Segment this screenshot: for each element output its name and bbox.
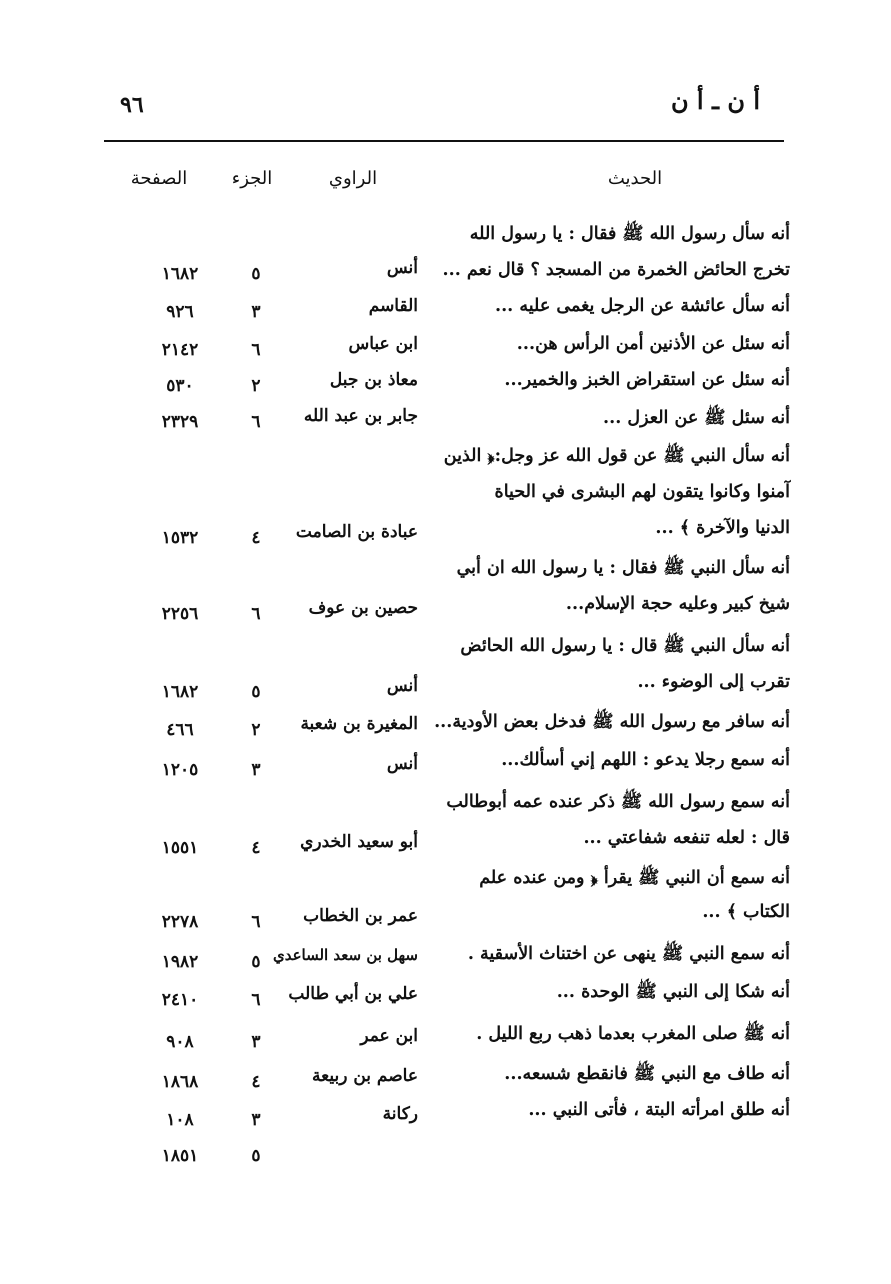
page-reference: ٢١٤٢ [161, 340, 199, 360]
hadith-line: أنه سئل ﷺ عن العزل ... [603, 408, 790, 428]
hadith-line: أنه سمع النبي ﷺ ينهى عن اختناث الأسقية . [467, 944, 790, 964]
rawi-name: علي بن أبي طالب [288, 984, 418, 1004]
page-reference: ٢٣٢٩ [161, 412, 199, 432]
page-reference: ١٢٠٥ [161, 760, 199, 780]
page-reference: ٩٢٦ [166, 302, 194, 322]
page-reference: ١٠٨ [166, 1110, 194, 1130]
page-reference: ١٥٥١ [161, 838, 199, 858]
rawi-name: أنس [386, 258, 418, 278]
rawi-name: عاصم بن ربيعة [312, 1066, 418, 1086]
page-reference: ٢٢٧٨ [161, 912, 199, 932]
hadith-line: أنه سئل عن الأذنين أمن الرأس هن... [516, 334, 790, 354]
hadith-line: أنه شكا إلى النبي ﷺ الوحدة ... [556, 982, 790, 1002]
hadith-line: أنه سمع رسول الله ﷺ ذكر عنده عمه أبوطالب [446, 792, 790, 812]
rawi-name: أنس [386, 676, 418, 696]
juz-number: ٣ [251, 302, 261, 322]
juz-number: ٤ [251, 528, 261, 548]
rawi-name: جابر بن عبد الله [303, 406, 418, 426]
page-reference: ٤٦٦ [166, 720, 194, 740]
column-header-hadith: الحديث [607, 168, 663, 189]
juz-number: ٤ [251, 1072, 261, 1092]
hadith-line: الكتاب ﴾ ... [702, 902, 790, 922]
hadith-line: آمنوا وكانوا يتقون لهم البشرى في الحياة [494, 482, 790, 502]
rawi-name: القاسم [368, 296, 418, 316]
page-reference: ١٩٨٢ [161, 952, 199, 972]
juz-number: ٥ [251, 952, 261, 972]
rawi-name: أنس [386, 754, 418, 774]
hadith-line: أنه سأل رسول الله ﷺ فقال : يا رسول الله [469, 224, 790, 244]
rawi-name: ابن عباس [348, 334, 418, 354]
juz-number: ٦ [251, 340, 261, 360]
page-reference: ١٨٦٨ [161, 1072, 199, 1092]
juz-number: ٣ [251, 1032, 261, 1052]
hadith-line: أنه سمع رجلا يدعو : اللهم إني أسألك... [501, 750, 790, 770]
hadith-line: أنه ﷺ صلى المغرب بعدما ذهب ربع الليل . [476, 1024, 790, 1044]
column-header-rawi: الراوي [328, 168, 378, 189]
rawi-name: عبادة بن الصامت [295, 522, 418, 542]
juz-number: ٢ [251, 720, 261, 740]
page-reference: ١٨٥١ [161, 1146, 199, 1166]
rawi-name: عمر بن الخطاب [303, 906, 418, 926]
hadith-line: قال : لعله تنفعه شفاعتي ... [583, 828, 790, 848]
juz-number: ٣ [251, 760, 261, 780]
hadith-line: الدنيا والآخرة ﴾ ... [655, 518, 790, 538]
page-header-title: أ ن ـ أ ن [670, 86, 760, 115]
juz-number: ٦ [251, 412, 261, 432]
juz-number: ٥ [251, 1146, 261, 1166]
column-header-juz: الجزء [231, 168, 273, 189]
juz-number: ٦ [251, 912, 261, 932]
hadith-line: أنه طاف مع النبي ﷺ فانقطع شسعه... [504, 1064, 790, 1084]
hadith-line: أنه سأل النبي ﷺ فقال : يا رسول الله ان أبي [456, 558, 790, 578]
hadith-line: شيخ كبير وعليه حجة الإسلام... [565, 594, 790, 614]
column-header-page: الصفحة [130, 168, 188, 189]
rawi-name: سهل بن سعد الساعدي [272, 946, 418, 964]
juz-number: ٤ [251, 838, 261, 858]
juz-number: ٣ [251, 1110, 261, 1130]
juz-number: ٥ [251, 264, 261, 284]
rawi-name: معاذ بن جبل [329, 370, 418, 390]
hadith-line: أنه سئل عن استقراض الخبز والخمير... [504, 370, 790, 390]
hadith-line: تقرب إلى الوضوء ... [637, 672, 790, 692]
hadith-line: أنه سافر مع رسول الله ﷺ فدخل بعض الأودية... [434, 712, 790, 732]
page-reference: ٥٣٠ [166, 376, 194, 396]
juz-number: ٢ [251, 376, 261, 396]
page-reference: ٢٤١٠ [161, 990, 199, 1010]
hadith-line: أنه سأل النبي ﷺ قال : يا رسول الله الحائض [460, 636, 790, 656]
page-number: ٩٦ [120, 92, 144, 118]
hadith-line: أنه طلق امرأته البتة ، فأتى النبي ... [528, 1100, 790, 1120]
rawi-name: أبو سعيد الخدري [300, 832, 418, 852]
hadith-line: تخرج الحائض الخمرة من المسجد ؟ قال نعم ... [442, 260, 790, 280]
page-reference: ٩٠٨ [166, 1032, 194, 1052]
page-reference: ٢٢٥٦ [161, 604, 199, 624]
hadith-line: أنه سأل عائشة عن الرجل يغمى عليه ... [495, 296, 790, 316]
page-reference: ١٦٨٢ [161, 682, 199, 702]
header-rule [104, 140, 784, 142]
rawi-name: المغيرة بن شعبة [300, 714, 418, 734]
hadith-line: أنه سمع أن النبي ﷺ يقرأ ﴿ ومن عنده علم [479, 868, 790, 888]
juz-number: ٥ [251, 682, 261, 702]
hadith-line: أنه سأل النبي ﷺ عن قول الله عز وجل:﴿ الذين [443, 446, 790, 466]
rawi-name: ابن عمر [360, 1026, 418, 1046]
rawi-name: حصين بن عوف [308, 598, 418, 618]
juz-number: ٦ [251, 604, 261, 624]
juz-number: ٦ [251, 990, 261, 1010]
page-reference: ١٦٨٢ [161, 264, 199, 284]
page-reference: ١٥٣٢ [161, 528, 199, 548]
rawi-name: ركانة [382, 1104, 418, 1124]
